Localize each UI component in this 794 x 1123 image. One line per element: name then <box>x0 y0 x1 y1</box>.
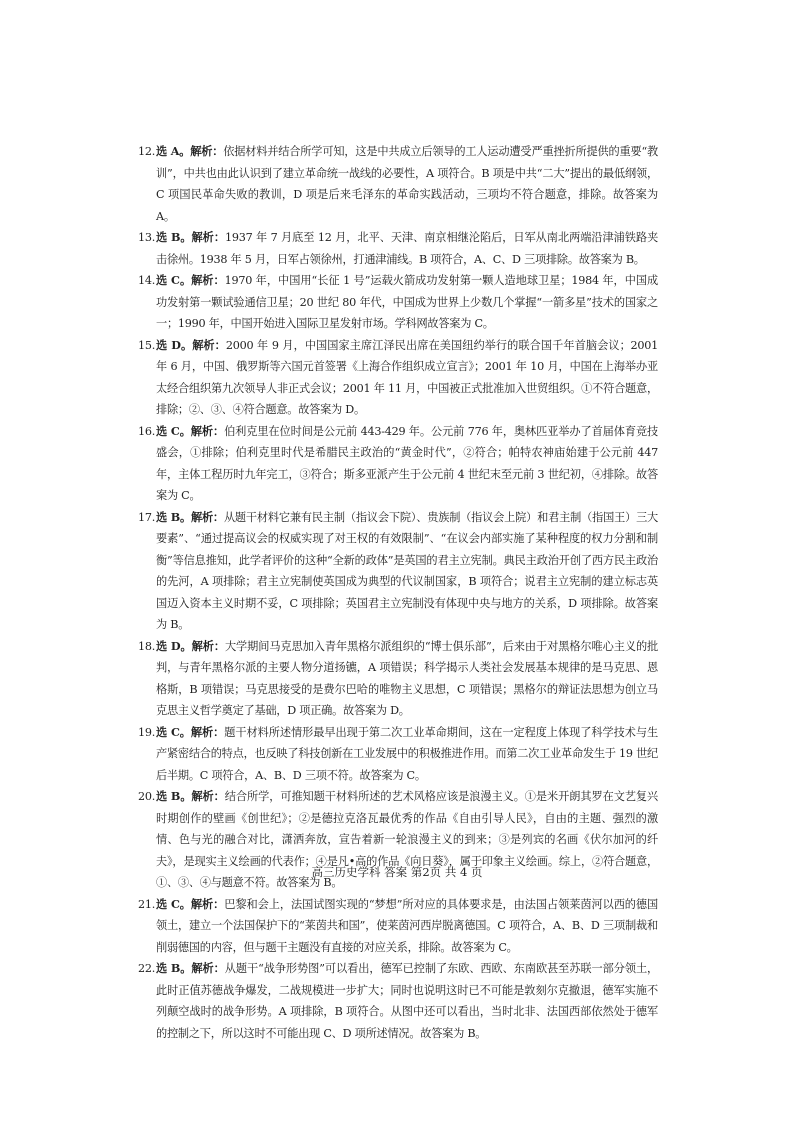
answer-choice: 选 C。解析： <box>156 724 225 739</box>
answer-explanation: 大学期间马克思加入青年黑格尔派组织的“博士俱乐部”，后来由于对黑格尔唯心主义的批判，与青年黑格尔派的主要人物分道扬镳，A 项错误；科学揭示人类社会发展基本规律的是马克思、恩格斯，B 项错误；马克思接受的是费尔巴哈的唯物主义思想，C 项错误；黑格尔的辩证法思想为创立马克思主义哲学奠定了基础，D 项正确。故答案为 D。 <box>156 639 658 717</box>
answer-explanation: 依据材料并结合所学可知，这是中共成立后领导的工人运动遭受严重挫折所提供的重要“教训”，中共也由此认识到了建立革命统一战线的必要性，A 项符合。B 项是中共“二大”提出的最低纲领，C 项国民革命失败的教训，D 项是后来毛泽东的革命实践活动，三项均不符合题意，排除。故答案为 A。 <box>156 145 658 223</box>
answer-number: 20. <box>138 790 156 803</box>
answer-item <box>138 894 658 959</box>
answer-item <box>138 958 658 1044</box>
answer-item <box>138 141 658 227</box>
answer-number: 19. <box>138 725 156 739</box>
answer-number: 21. <box>138 897 156 911</box>
answer-explanation: 结合所学，可推知题干材料所述的艺术风格应该是浪漫主义。①是米开朗其罗在文艺复兴时期创作的壁画《创世纪》；②是德拉克洛瓦最优秀的作品《自由引导人民》，自由的主题、强烈的激情、色与光的融合对比，潇洒奔放，宣告着新一轮浪漫主义的到来；③是列宾的名画《伏尔加河的纤夫》，是现实主义绘画的代表作；④是凡•高的作品《向日葵》，属于印象主义绘画。综上，②符合题意，①、③、④与题意不符。故答案为 B。 <box>156 790 658 889</box>
answer-item <box>138 636 658 722</box>
answer-number: 22. <box>138 962 156 975</box>
answer-choice: 选 A。解析： <box>156 144 224 158</box>
answer-choice: 选 B。解析： <box>156 789 225 803</box>
answer-explanation: 巴黎和会上，法国试图实现的“梦想”所对应的具体要求是，由法国占领莱茵河以西的德国领土，建立一个法国保护下的“莱茵共和国”，使莱茵河西岸脱离德国。C 项符合，A、B、D 三项制裁和削弱德国的内容，但与题干主题没有直接的对应关系，排除。故答案为 C。 <box>156 897 658 954</box>
answer-item <box>138 421 658 507</box>
answer-explanation: 从题干“战争形势图”可以看出，德军已控制了东欧、西欧、东南欧甚至苏联一部分领土，此时正值苏德战争爆发，二战规模进一步扩大；同时也说明这时已不可能是敦刻尔克撤退，德军实施不列颠空战时的战争形势。A 项排除，B 项符合。从图中还可以看出，当时北非、法国西部依然处于德军的控制之下，所以这时不可能出现 C、D 项所述情况。故答案为 B。 <box>156 962 658 1040</box>
answer-number: 14. <box>138 274 156 287</box>
answer-list <box>138 141 658 1044</box>
page-footer: 高三历史学科 答案 第2页 共 4 页 <box>311 865 483 879</box>
answer-choice: 选 B。解析： <box>156 230 225 244</box>
answer-explanation: 从题干材料它兼有民主制（指议会下院）、贵族制（指议会上院）和君主制（指国王）三大要素”、“通过提高议会的权威实现了对王权的有效限制”、“在议会内部实施了某种程度的权力分割和制衡”等信息推知，此学者评价的这种“全新的政体”是英国的君主立宪制。典民主政治开创了西方民主政治的先河，A 项排除；君主立宪制使英国成为典型的代议制国家，B 项符合；说君主立宪制的建立标志英国迈入资本主义时期不妥，C 项排除；英国君主立宪制没有体现中央与地方的关系，D 项排除。故答案为 B。 <box>156 510 658 631</box>
answer-number: 13. <box>138 231 156 244</box>
answer-item <box>138 227 658 270</box>
answer-explanation: 2000 年 9 月，中国国家主席江泽民出席在美国纽约举行的联合国千年首脑会议；2001 年 6 月，中国、俄罗斯等六国元首签署《上海合作组织成立宣言》；2001 年 10 月，中国在上海举办亚太经合组织第九次领导人非正式会议；2001 年 11 月，中国被正式批准加入世贸组织。①不符合题意，排除；②、③、④符合题意。故答案为 D。 <box>156 338 658 416</box>
answer-choice: 选 D。解析： <box>156 337 226 352</box>
answer-choice: 选 C。解析： <box>156 273 225 287</box>
answer-item <box>138 507 658 636</box>
answer-number: 16. <box>138 424 156 438</box>
answer-number: 12. <box>138 145 156 158</box>
answer-item <box>138 722 658 787</box>
answer-choice: 选 C。解析： <box>156 896 225 911</box>
answer-item <box>138 270 658 335</box>
answer-choice: 选 B。解析： <box>156 961 225 975</box>
answer-explanation: 题干材料所述情形最早出现于第二次工业革命期间，这在一定程度上体现了科学技术与生产紧密结合的特点，也反映了科技创新在工业发展中的积极推进作用。而第二次工业革命发生于 19 世纪后半期。C 项符合，A、B、D 三项不符。故答案为 C。 <box>156 725 658 782</box>
answer-number: 15. <box>138 338 156 352</box>
answer-choice: 选 D。解析： <box>156 638 225 653</box>
answer-choice: 选 B。解析： <box>156 509 224 524</box>
answer-explanation: 伯利克里在位时间是公元前 443-429 年。公元前 776 年，奥林匹亚举办了首届体育竞技盛会，①排除；伯利克里时代是希腊民主政治的“黄金时代”，②符合；帕特农神庙始建于公元前 447 年，主体工程历时九年完工，③符合；斯多亚派产生于公元前 4 世纪末至元前 3 世纪初，④排除。故答案为 C。 <box>156 424 658 502</box>
answer-item <box>138 335 658 421</box>
answer-number: 17. <box>138 510 156 524</box>
answer-explanation: 1970 年，中国用“长征 1 号”运载火箭成功发射第一颗人造地球卫星；1984 年，中国成功发射第一颗试验通信卫星；20 世纪 80 年代，中国成为世界上少数几个掌握“一箭多星”技术的国家之一；1990 年，中国开始进入国际卫星发射市场。学科网故答案为 C。 <box>156 274 658 330</box>
answer-explanation: 1937 年 7 月底至 12 月，北平、天津、南京相继沦陷后，日军从南北两端沿津浦铁路夹击徐州。1938 年 5 月，日军占领徐州，打通津浦线。B 项符合，A、C、D 三项排除。故答案为 B。 <box>156 231 659 266</box>
answer-number: 18. <box>138 639 156 653</box>
answer-choice: 选 C。解析： <box>156 423 225 438</box>
